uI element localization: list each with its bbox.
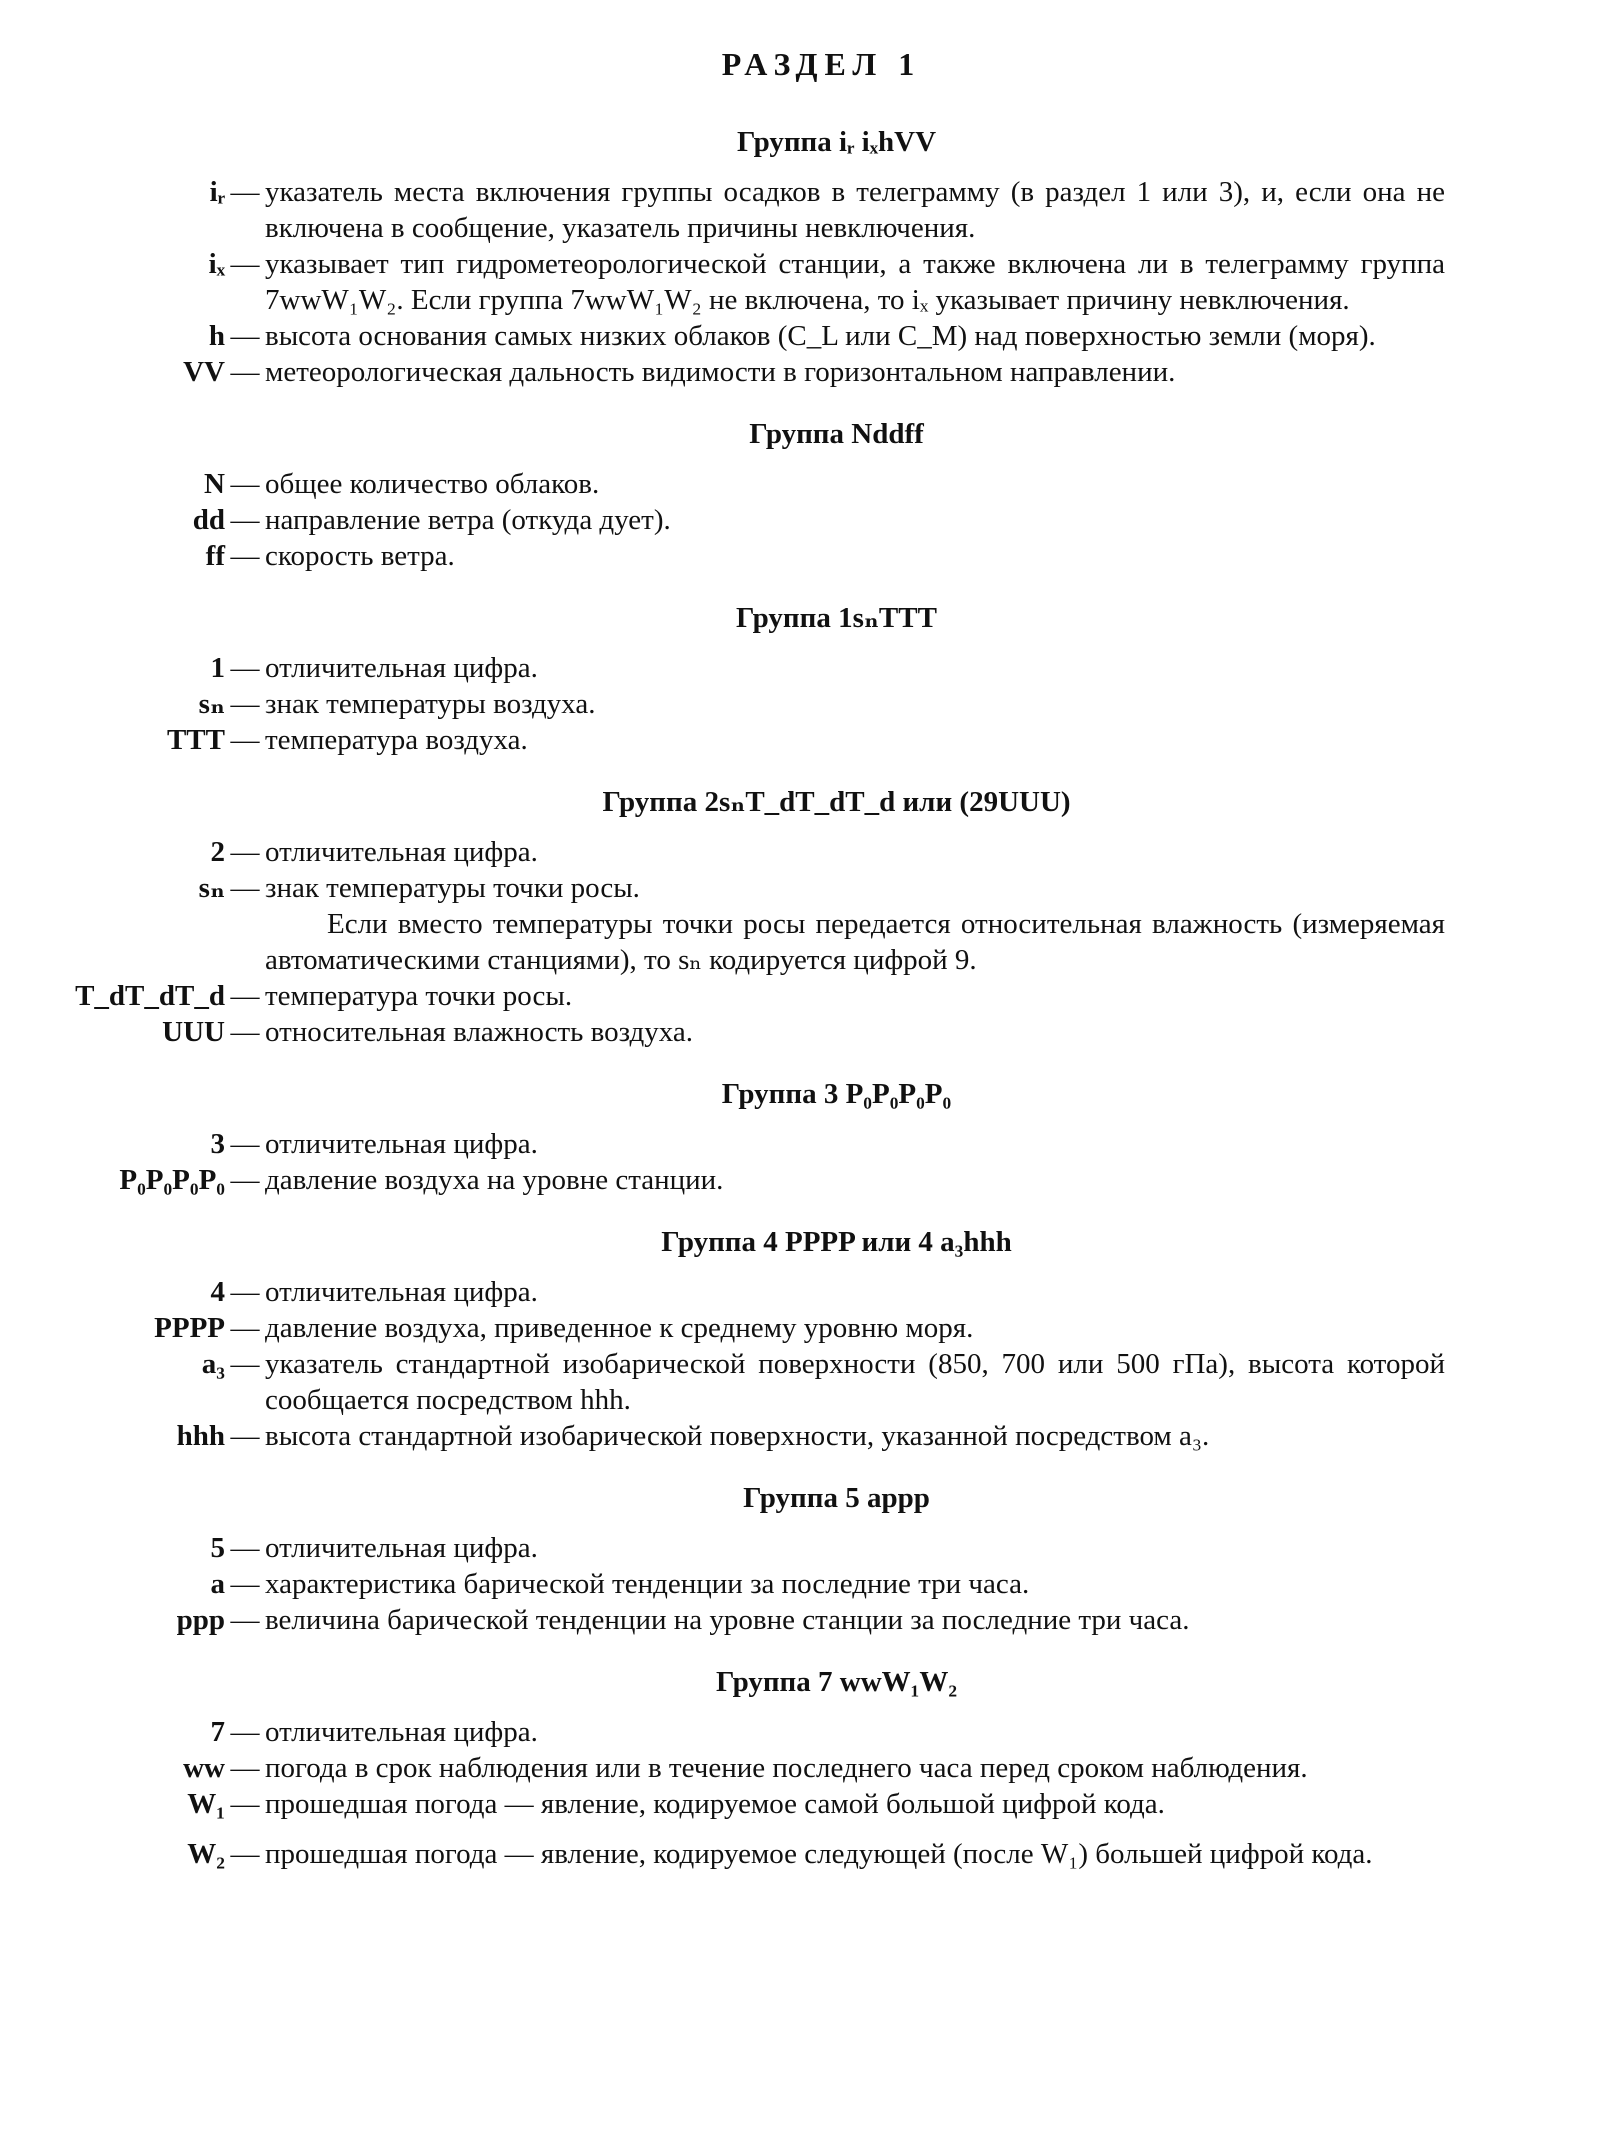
entry-row (0, 650, 1603, 686)
entry-symbol: ppp (176, 1604, 225, 1636)
entry-row (0, 1602, 1603, 1638)
entry-dash: — (230, 1420, 260, 1452)
entry-row (0, 246, 1603, 318)
entry-symbol: hhh (176, 1420, 225, 1452)
group-4pppp (0, 1224, 1603, 1454)
entry-dash: — (230, 1604, 260, 1636)
entry-row (0, 834, 1603, 870)
entry-row (0, 1786, 1603, 1822)
entry-dash: — (230, 320, 260, 352)
entry-dash: — (230, 1016, 260, 1048)
entry-row (0, 174, 1603, 246)
entry-definition: относительная влажность воздуха. (265, 1016, 694, 1048)
entry-dash: — (230, 248, 260, 280)
entry-row (0, 1714, 1603, 1750)
entry-row (0, 354, 1603, 390)
entry-symbol: sₙ (198, 688, 225, 720)
entry-row (0, 686, 1603, 722)
entry-definition: температура точки росы. (265, 980, 573, 1012)
entry-dash: — (230, 688, 260, 720)
entry-row (0, 978, 1603, 1014)
entry-definition: отличительная цифра. (265, 1716, 538, 1748)
entry-row (0, 538, 1603, 574)
entry-symbol: P₀P₀P₀P₀ (119, 1164, 225, 1196)
entry-dash: — (230, 1532, 260, 1564)
group-2sntdtdtd (0, 784, 1603, 1050)
entry-symbol: ff (205, 540, 225, 572)
entry-row (0, 1014, 1603, 1050)
entry-row (0, 1346, 1603, 1418)
entry-dash: — (230, 1568, 260, 1600)
group-3p0p0p0p0 (0, 1076, 1603, 1198)
entry-definition: погода в срок наблюдения или в течение последнего часа перед сроком наблюдения. (265, 1752, 1308, 1784)
group-iriх-hvv (0, 124, 1603, 390)
entry-symbol: PPPP (154, 1312, 225, 1344)
entry-dash: — (230, 1838, 260, 1870)
entry-definition: давление воздуха на уровне станции. (265, 1164, 724, 1196)
group-title: Группа 7 wwW₁W₂ (715, 1666, 958, 1698)
entry-symbol: 1 (210, 652, 225, 684)
entry-dash: — (230, 1276, 260, 1308)
entry-symbol: VV (183, 356, 225, 388)
entry-dash: — (230, 836, 260, 868)
group-5appp (0, 1480, 1603, 1638)
group-1snttt (0, 600, 1603, 758)
entry-dash: — (230, 1716, 260, 1748)
group-title: Группа 3 P₀P₀P₀P₀ (721, 1078, 952, 1110)
entry-dash: — (230, 980, 260, 1012)
entry-symbol: 2 (210, 836, 225, 868)
entry-symbol: iᵣ (209, 176, 225, 208)
entry-definition: направление ветра (откуда дует). (265, 504, 671, 536)
group-7wwW1W2 (0, 1664, 1603, 1872)
entry-definition: отличительная цифра. (265, 1532, 538, 1564)
entry-definition: отличительная цифра. (265, 1128, 538, 1160)
group-title: Группа iᵣ iₓhVV (736, 126, 937, 158)
entry-definition: метеорологическая дальность видимости в горизонтальном направлении. (265, 356, 1176, 388)
entry-dash: — (230, 1788, 260, 1820)
entry-symbol: 3 (210, 1128, 225, 1160)
entry-row (0, 502, 1603, 538)
entry-definition: указатель стандартной изобарической поверхности (850, 700 или 500 гПа), высота которой сообщается посредством hhh. (265, 1348, 1445, 1416)
entry-dash: — (230, 1348, 260, 1380)
entry-symbol: ww (183, 1752, 225, 1784)
section-title: РАЗДЕЛ 1 (721, 46, 922, 82)
entry-definition: знак температуры точки росы. (265, 872, 640, 904)
entry-symbol: a₃ (201, 1348, 225, 1380)
group-title: Группа 2sₙT_dT_dT_d или (29UUU) (602, 786, 1071, 818)
entry-dash: — (230, 356, 260, 388)
entry-row (0, 722, 1603, 758)
entry-dash: — (230, 504, 260, 536)
entry-symbol: N (204, 468, 225, 500)
entry-symbol: W₁ (187, 1788, 225, 1820)
note-row (0, 906, 1603, 978)
entry-row (0, 1836, 1603, 1872)
entry-symbol: 4 (210, 1276, 225, 1308)
entry-definition: высота стандартной изобарической поверхности, указанной посредством a₃. (265, 1420, 1210, 1452)
entry-symbol: TTT (166, 724, 225, 756)
entry-definition: общее количество облаков. (265, 468, 600, 500)
entry-symbol: iₓ (208, 248, 225, 280)
entry-row (0, 1162, 1603, 1198)
entry-definition: температура воздуха. (265, 724, 528, 756)
entry-dash: — (230, 468, 260, 500)
entry-row (0, 1310, 1603, 1346)
entry-symbol: sₙ (198, 872, 225, 904)
entry-symbol: 5 (210, 1532, 225, 1564)
entry-row (0, 1274, 1603, 1310)
note-indent (0, 906, 265, 978)
group-title: Группа 5 appp (743, 1482, 930, 1514)
entry-dash: — (230, 652, 260, 684)
entry-row (0, 870, 1603, 906)
entry-definition: указатель места включения группы осадков в телеграмму (в раздел 1 или 3), и, если она не включена в сообщение, указатель причины невключения. (265, 176, 1445, 244)
entry-symbol: h (208, 320, 225, 352)
entry-dash: — (230, 1312, 260, 1344)
entry-symbol: a (210, 1568, 225, 1600)
entry-symbol: W₂ (187, 1838, 225, 1870)
entry-dash: — (230, 1128, 260, 1160)
entry-row (0, 1418, 1603, 1454)
note-text: Если вместо температуры точки росы передается относительная влажность (измеряемая автоматическими станциями), то sₙ кодируется цифрой 9. (265, 908, 1445, 976)
entry-row (0, 1566, 1603, 1602)
group-title: Группа 1sₙTTT (736, 602, 937, 634)
entry-definition: знак температуры воздуха. (265, 688, 596, 720)
entry-row (0, 318, 1603, 354)
entry-definition: прошедшая погода — явление, кодируемое следующей (после W₁) большей цифрой кода. (265, 1838, 1373, 1870)
group-nddff (0, 416, 1603, 574)
entry-definition: величина барической тенденции на уровне станции за последние три часа. (265, 1604, 1190, 1636)
entry-definition: высота основания самых низких облаков (C_L или C_M) над поверхностью земли (моря). (265, 320, 1376, 352)
entry-dash: — (230, 1164, 260, 1196)
group-title: Группа 4 PPPP или 4 a₃hhh (661, 1226, 1012, 1258)
entry-definition: отличительная цифра. (265, 652, 538, 684)
entry-dash: — (230, 1752, 260, 1784)
entry-symbol: 7 (210, 1716, 225, 1748)
entry-dash: — (230, 872, 260, 904)
entry-definition: отличительная цифра. (265, 1276, 538, 1308)
entry-definition: указывает тип гидрометеорологической станции, а также включена ли в телеграмму группа 7wwW₁W₂. Если группа 7wwW₁W₂ не включена, то iₓ указывает причину невключения. (265, 248, 1445, 316)
entry-definition: прошедшая погода — явление, кодируемое самой большой цифрой кода. (265, 1788, 1165, 1820)
entry-symbol: T_dT_dT_d (75, 980, 225, 1012)
entry-symbol: dd (192, 504, 225, 536)
entry-definition: скорость ветра. (265, 540, 455, 572)
entry-row (0, 1126, 1603, 1162)
entry-dash: — (230, 540, 260, 572)
entry-definition: характеристика барической тенденции за последние три часа. (265, 1568, 1030, 1600)
entry-definition: давление воздуха, приведенное к среднему уровню моря. (265, 1312, 974, 1344)
entry-definition: отличительная цифра. (265, 836, 538, 868)
entry-row (0, 1750, 1603, 1786)
entry-row (0, 466, 1603, 502)
group-title: Группа Nddff (749, 418, 924, 450)
entry-symbol: UUU (162, 1016, 225, 1048)
entry-dash: — (230, 724, 260, 756)
entry-row (0, 1530, 1603, 1566)
entry-dash: — (230, 176, 260, 208)
